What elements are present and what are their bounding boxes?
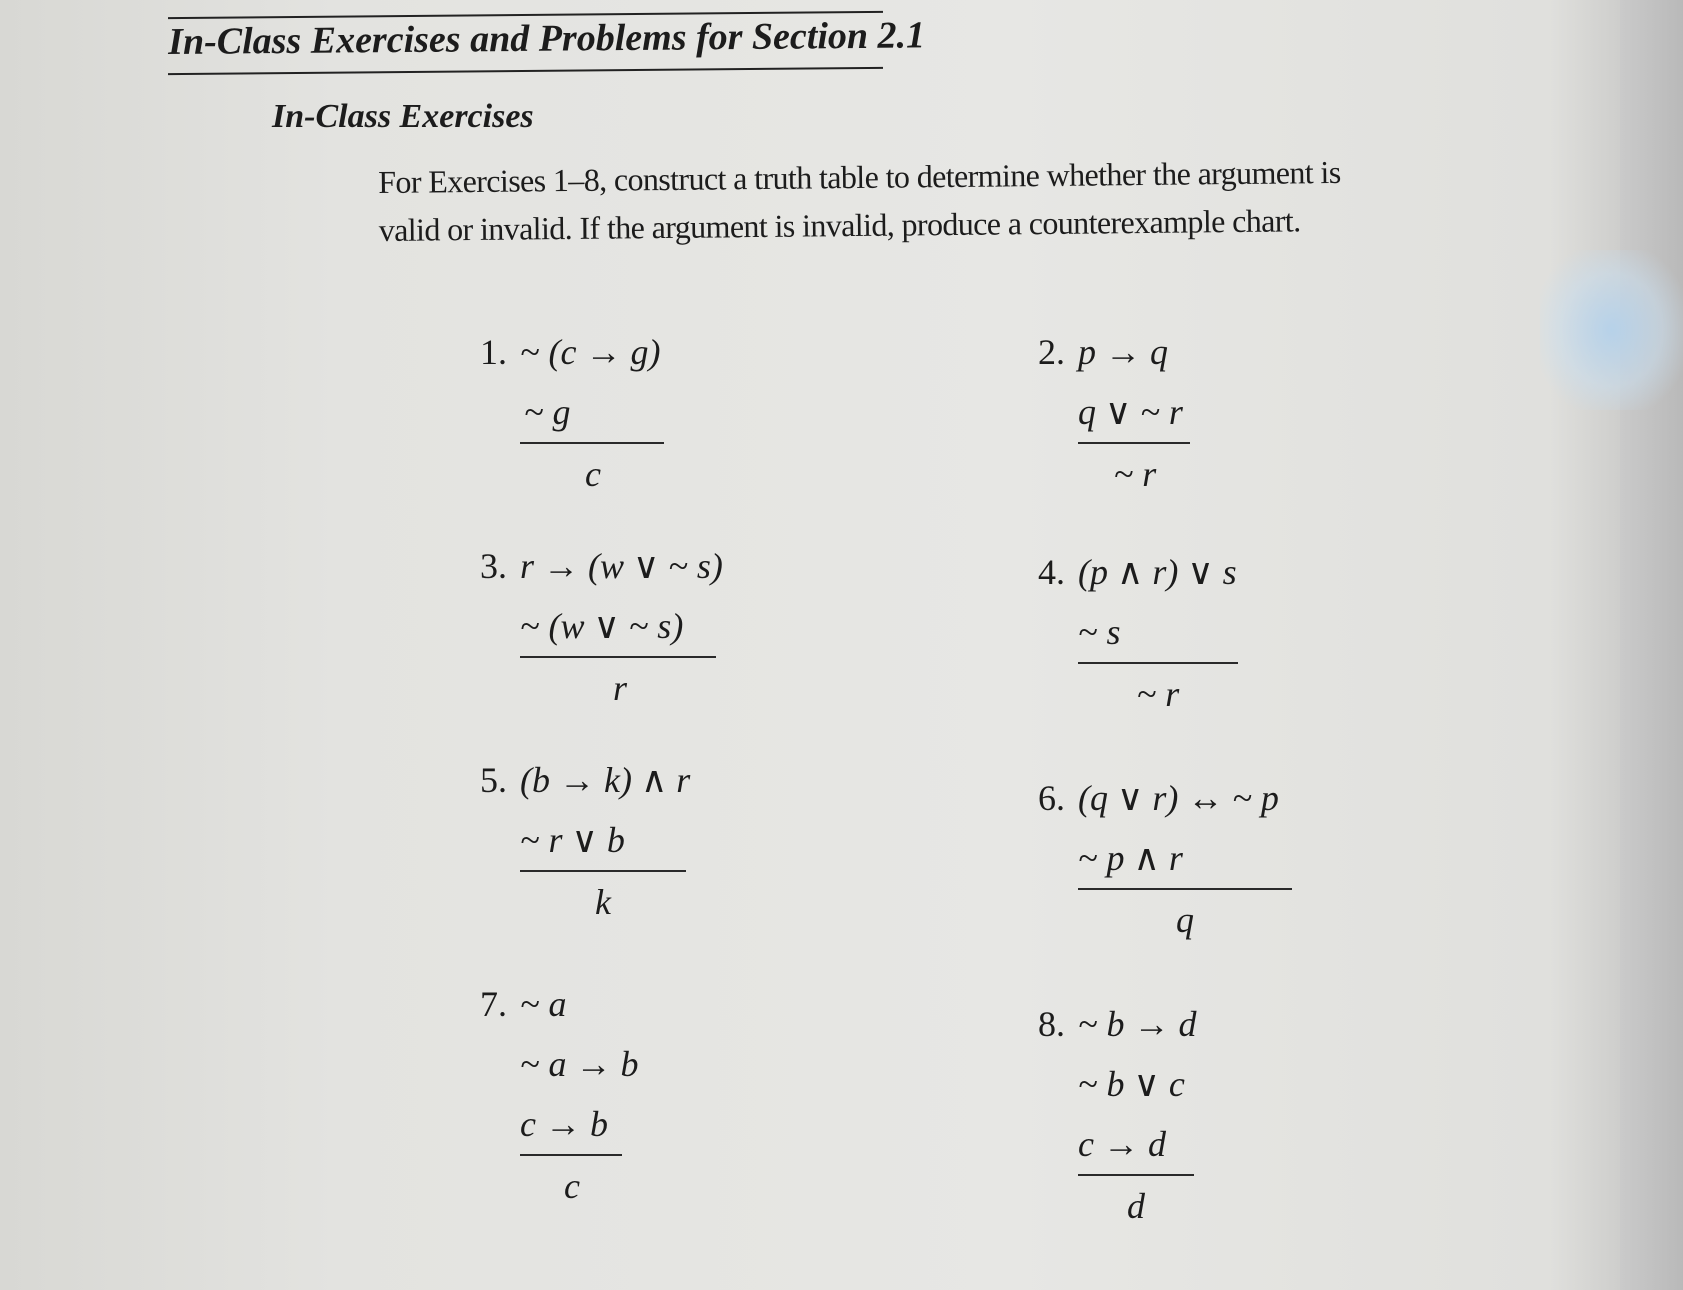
exercise-number: 2. [1038, 332, 1065, 372]
exercise-premise: ~ a [520, 984, 567, 1024]
exercise-conclusion: c [585, 454, 601, 494]
title-bottom-rule [168, 67, 883, 75]
instructions-paragraph: For Exercises 1–8, construct a truth table to determine whether the argument is valid or invalid. If the argument is invalid, produce a counterexample chart. [378, 153, 1341, 248]
exercise-number: 4. [1038, 552, 1065, 592]
exercise-number: 6. [1038, 778, 1065, 818]
exercise-number: 1. [480, 332, 507, 372]
exercise-conclusion: r [612, 668, 627, 708]
exercise-premise: ~ r ∨ b [520, 820, 625, 860]
exercise-premise: (b → k) ∧ r [520, 760, 691, 800]
exercise-2 [1038, 322, 1192, 504]
exercise-4 [1038, 542, 1238, 724]
subsection-heading: In-Class Exercises [272, 98, 534, 135]
exercise-conclusion: q [1176, 900, 1194, 940]
exercise-premise: (q ∨ r) ↔ ~ p [1078, 778, 1279, 818]
exercise-premise: ~ p ∧ r [1078, 838, 1183, 878]
exercise-conclusion: ~ r [1113, 454, 1157, 494]
exercise-premise: ~ (w ∨ ~ s) [520, 606, 684, 646]
section-title: In-Class Exercises and Problems for Section 2.1 [168, 14, 926, 63]
exercise-5 [480, 750, 691, 932]
exercise-premise: r → (w ∨ ~ s) [520, 546, 723, 586]
exercise-premise: p → q [1078, 332, 1168, 372]
exercise-1 [480, 322, 666, 504]
exercise-premise: ~ (c → g) [520, 332, 661, 372]
exercise-premise: ~ b ∨ c [1078, 1064, 1185, 1104]
exercise-conclusion: d [1127, 1186, 1145, 1226]
exercise-7 [480, 974, 639, 1216]
exercise-number: 7. [480, 984, 507, 1024]
exercise-premise: ~ a → b [520, 1044, 639, 1084]
exercise-premise: c → b [520, 1104, 608, 1144]
exercise-number: 3. [480, 546, 507, 586]
exercise-6 [1038, 768, 1292, 950]
exercise-3 [480, 536, 723, 718]
exercise-premise: ~ b → d [1078, 1004, 1197, 1044]
exercise-premise: (p ∧ r) ∨ s [1078, 552, 1237, 592]
exercise-8 [1038, 994, 1197, 1236]
exercise-conclusion: c [564, 1166, 580, 1206]
exercise-premise: ~ g [524, 392, 571, 432]
exercise-conclusion: k [595, 882, 611, 922]
exercise-number: 8. [1038, 1004, 1065, 1044]
screen-glare [1540, 250, 1683, 410]
exercise-number: 5. [480, 760, 507, 800]
exercise-premise: ~ s [1078, 612, 1121, 652]
exercise-premise: q ∨ ~ r [1078, 392, 1183, 432]
exercise-conclusion: ~ r [1136, 674, 1180, 714]
exercise-premise: c → d [1078, 1124, 1166, 1164]
monitor-edge [1620, 0, 1683, 1290]
